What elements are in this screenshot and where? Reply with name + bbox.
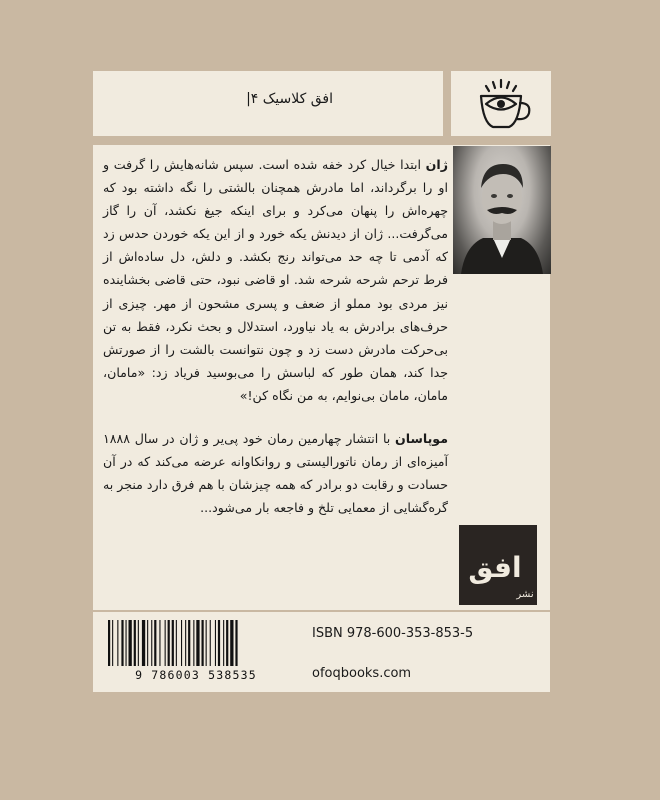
isbn: ISBN 978-600-353-853-5 bbox=[312, 626, 474, 641]
blurb-paragraph-2 bbox=[103, 427, 448, 519]
barcode-digits: 9 786003 538535 bbox=[135, 668, 257, 682]
barcode-box bbox=[93, 612, 550, 692]
series-strip bbox=[93, 71, 443, 136]
excerpt-text: ابتدا خیال کرد خفه شده است. سپس شانه‌هایش را گرفت و او را برگرداند، اما مادرش همچنان بالشتی را نگه داشته بود که چهره‌اش را پنهان می‌کرد و برای اینکه جیغ نکشد، آن را گاز می‌گرفت... ژان از دیدنش یکه خورد و از این یکه خوردن حدس زد که آدمی تا چه حد می‌تواند رنج بکشد. و دلش، دل ساده‌اش از فرط ترحم شرحه شرحه شد. او قاضی نبود، حتی قاضی بخشاینده نیز مردی بود مملو از ضعف و پسری مشحون از مهر. چیزی از حرف‌های برادرش به یاد نیاورد، استدلال و بحث نکرد، فقط به تن بی‌حرکت مادرش دست زد و چون نتوانست بالشت را از صورتش جدا کند، همان طور که لباسش را می‌بوسید فریاد زد: «مامان، مامان، مامان بی‌نوایم، به من نگاه کن!» bbox=[103, 157, 448, 403]
blurb bbox=[103, 153, 448, 519]
character-name: ژان bbox=[425, 157, 448, 172]
author-photo bbox=[453, 146, 551, 274]
description-text: با انتشار چهارمین رمان خود پی‌یر و ژان در سال ۱۸۸۸ آمیزه‌ای از رمان ناتورالیستی و روانکاوانه عرضه می‌کند که در آن حسادت و رقابت دو برادر که همه چیزشان با هم فرق دارد منجر به گره‌گشایی از معمایی تلخ و فاجعه بار می‌شود... bbox=[103, 431, 448, 516]
publisher-logo bbox=[459, 525, 537, 605]
barcode bbox=[106, 620, 286, 668]
website-url: ofoqbooks.com bbox=[312, 666, 412, 681]
blurb-paragraph-1 bbox=[103, 153, 448, 407]
author-name: موپاسان bbox=[394, 431, 448, 447]
series-logo bbox=[451, 71, 551, 136]
eye-cup-icon bbox=[451, 71, 551, 136]
publisher-logo-sub: نشر bbox=[516, 589, 534, 600]
publisher-logo-text: افق bbox=[468, 551, 522, 584]
series-label: افق کلاسیک ۴| bbox=[246, 91, 333, 107]
